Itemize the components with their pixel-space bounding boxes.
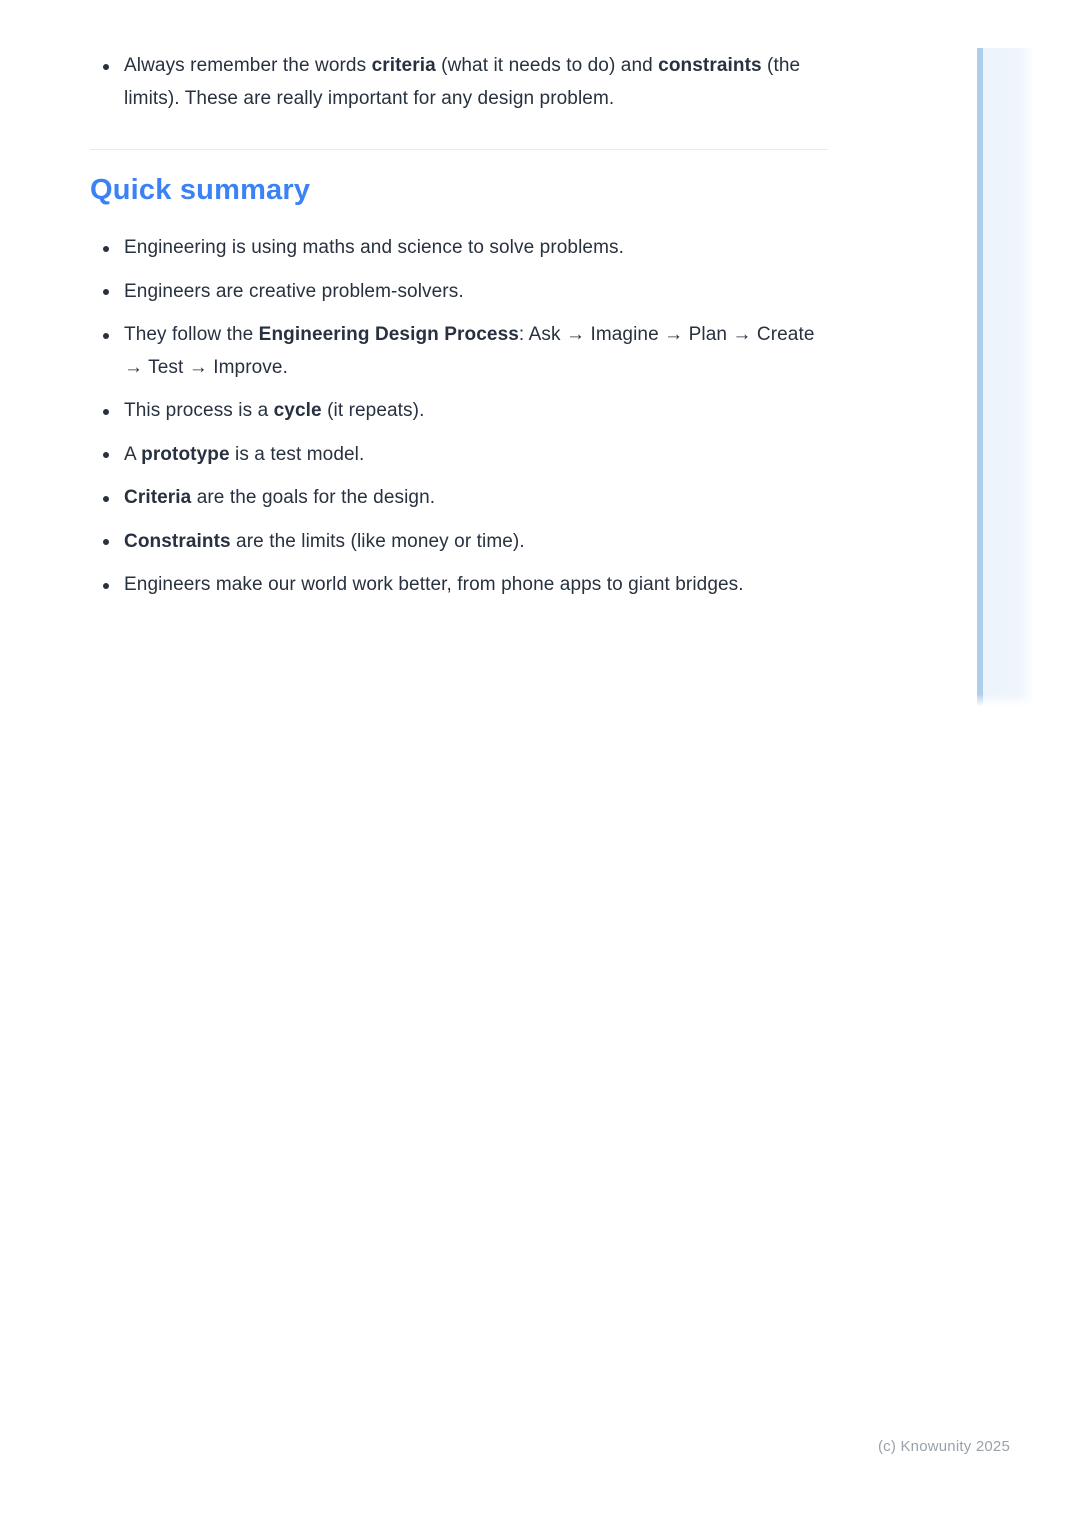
- text-segment: Engineers are creative problem-solvers.: [124, 280, 464, 302]
- text-segment: (it repeats).: [321, 400, 425, 421]
- copyright-footer: (c) Knowunity 2025: [877, 1438, 1010, 1455]
- bold-term: Engineering Design Process: [258, 324, 519, 345]
- bullet-item: [90, 569, 830, 602]
- bullet-item: [90, 232, 830, 265]
- page-edge-decoration: [977, 48, 1033, 706]
- bullet-item: [90, 50, 830, 115]
- bold-term: cycle: [273, 400, 322, 421]
- quick-summary-heading: Quick summary: [90, 174, 311, 206]
- text-segment: This process is a: [124, 400, 274, 421]
- text-segment: are the goals for the design.: [191, 487, 436, 508]
- bullet-item: [90, 439, 830, 472]
- bold-term: Criteria: [124, 487, 192, 508]
- bold-term: Constraints: [124, 530, 231, 552]
- text-segment: Engineering is using maths and science to solve problems.: [124, 237, 624, 258]
- text-segment: is a test model.: [229, 443, 365, 465]
- text-segment: They follow the: [124, 324, 259, 345]
- bullet-item: [90, 526, 830, 559]
- intro-bullet-list: [90, 50, 830, 115]
- text-segment: (the limits). These are really important for any design problem.: [124, 55, 801, 109]
- bold-term: constraints: [658, 55, 762, 76]
- section-divider: [90, 149, 828, 150]
- bold-term: criteria: [371, 55, 436, 76]
- bullet-item: [90, 276, 830, 309]
- text-segment: Engineers make our world work better, from phone apps to giant bridges.: [124, 574, 744, 595]
- page-content: [90, 50, 830, 613]
- bullet-item: [90, 319, 830, 384]
- text-segment: : Ask → Imagine → Plan → Create → Test → Improve.: [124, 324, 815, 378]
- bold-term: prototype: [141, 443, 230, 465]
- text-segment: (what it needs to do) and: [435, 55, 659, 76]
- text-segment: A: [124, 443, 142, 465]
- bullet-item: [90, 482, 830, 515]
- text-segment: Always remember the words: [124, 55, 372, 76]
- text-segment: are the limits (like money or time).: [230, 530, 525, 552]
- summary-bullet-list: [90, 232, 830, 602]
- bullet-item: [90, 395, 830, 428]
